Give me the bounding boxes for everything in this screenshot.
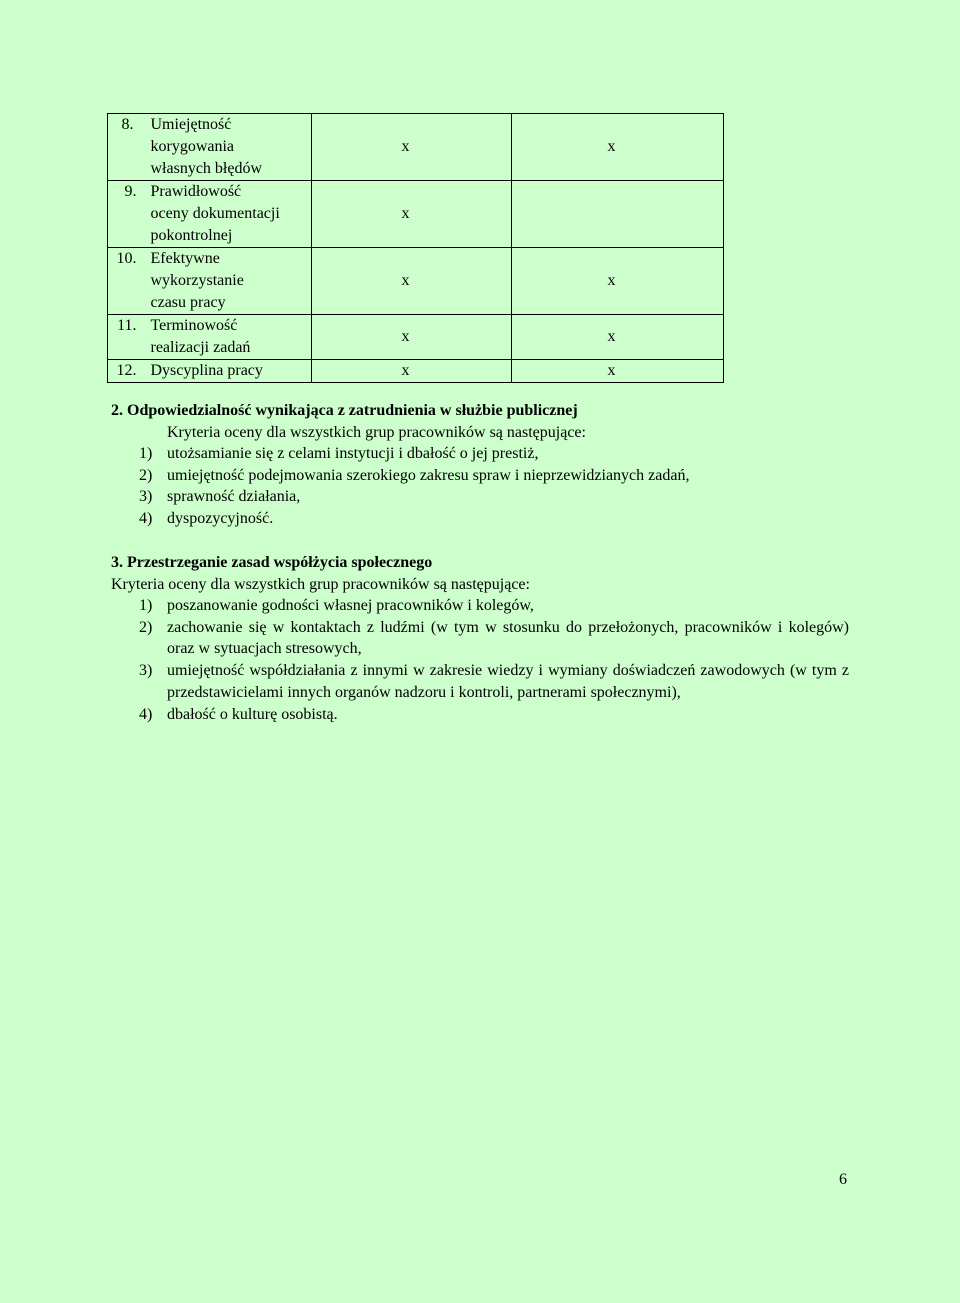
table-row <box>108 315 724 360</box>
mark-col-2: x <box>512 114 724 181</box>
criterion-label-line: pokontrolnej <box>150 227 233 244</box>
criterion-label <box>146 315 312 360</box>
item-text: sprawność działania, <box>167 488 301 506</box>
item-number: 3) <box>139 662 153 680</box>
item-number: 4) <box>139 510 153 528</box>
list-item <box>139 595 849 617</box>
criterion-label <box>146 181 312 248</box>
criterion-label-line: Terminowość <box>150 317 238 334</box>
list-item <box>139 617 849 660</box>
row-number: 9. <box>108 181 146 248</box>
list-item <box>139 443 849 465</box>
criterion-label-line: oceny dokumentacji <box>150 205 280 222</box>
mark-col-1: x <box>312 315 512 360</box>
item-text: zachowanie się w kontaktach z ludźmi (w tym w stosunku do przełożonych, pracowników i kolegów) oraz w sytuacjach stresowych, <box>167 618 849 658</box>
criterion-label-line: Dyscyplina pracy <box>150 362 263 379</box>
page-number: 6 <box>839 1171 847 1188</box>
row-number: 11. <box>108 315 146 360</box>
criterion-label-line: Prawidłowość <box>150 183 242 200</box>
item-number: 2) <box>139 466 153 484</box>
list-item <box>139 660 849 703</box>
section-3-list <box>139 595 849 725</box>
section-2-intro: Kryteria oceny dla wszystkich grup pracowników są następujące: <box>167 424 586 441</box>
criterion-label <box>146 114 312 181</box>
item-text: poszanowanie godności własnej pracowników i kolegów, <box>167 597 534 614</box>
item-number: 1) <box>139 445 153 462</box>
section-2-title: 2. Odpowiedzialność wynikająca z zatrudnienia w służbie publicznej <box>111 402 578 419</box>
item-text: dyspozycyjność. <box>167 510 274 528</box>
list-item <box>139 508 849 530</box>
item-text: utożsamianie się z celami instytucji i dbałość o jej prestiż, <box>167 445 539 462</box>
mark-col-1: x <box>312 181 512 248</box>
mark-col-1: x <box>312 114 512 181</box>
criterion-label <box>146 248 312 315</box>
section-3-intro: Kryteria oceny dla wszystkich grup pracowników są następujące: <box>111 576 530 593</box>
table-row <box>108 360 724 383</box>
item-number: 3) <box>139 488 153 506</box>
row-number: 12. <box>108 360 146 383</box>
item-number: 2) <box>139 618 153 636</box>
table-row <box>108 181 724 248</box>
mark-col-2: x <box>512 360 724 383</box>
list-item <box>139 486 849 508</box>
row-number: 8. <box>108 114 146 181</box>
criterion-label-line: Efektywne <box>150 250 220 267</box>
criterion-label-line: Umiejętność <box>150 116 232 133</box>
item-number: 4) <box>139 705 153 723</box>
criterion-label <box>146 360 312 383</box>
list-item <box>139 704 849 726</box>
list-item <box>139 465 849 487</box>
mark-col-2: x <box>512 248 724 315</box>
item-text: umiejętność podejmowania szerokiego zakresu spraw i nieprzewidzianych zadań, <box>167 466 690 484</box>
criterion-label-line: wykorzystanie <box>150 272 244 289</box>
criterion-label-line: własnych błędów <box>150 160 263 177</box>
mark-col-2 <box>512 181 724 248</box>
item-text: umiejętność współdziałania z innymi w zakresie wiedzy i wymiany doświadczeń zawodowych (w tym z przedstawicielami innych organów nadzoru i kontroli, partnerami społecznymi), <box>167 662 849 701</box>
section-3-title: 3. Przestrzeganie zasad współżycia społecznego <box>111 554 433 571</box>
section-2-list <box>139 443 849 530</box>
criteria-table <box>107 113 724 383</box>
table-row <box>108 248 724 315</box>
criterion-label-line: korygowania <box>150 138 235 155</box>
item-text: dbałość o kulturę osobistą. <box>167 705 338 723</box>
row-number: 10. <box>108 248 146 315</box>
mark-col-1: x <box>312 248 512 315</box>
criterion-label-line: realizacji zadań <box>150 339 251 356</box>
mark-col-2: x <box>512 315 724 360</box>
item-number: 1) <box>139 597 153 614</box>
table-row <box>108 114 724 181</box>
criterion-label-line: czasu pracy <box>150 294 226 311</box>
mark-col-1: x <box>312 360 512 383</box>
